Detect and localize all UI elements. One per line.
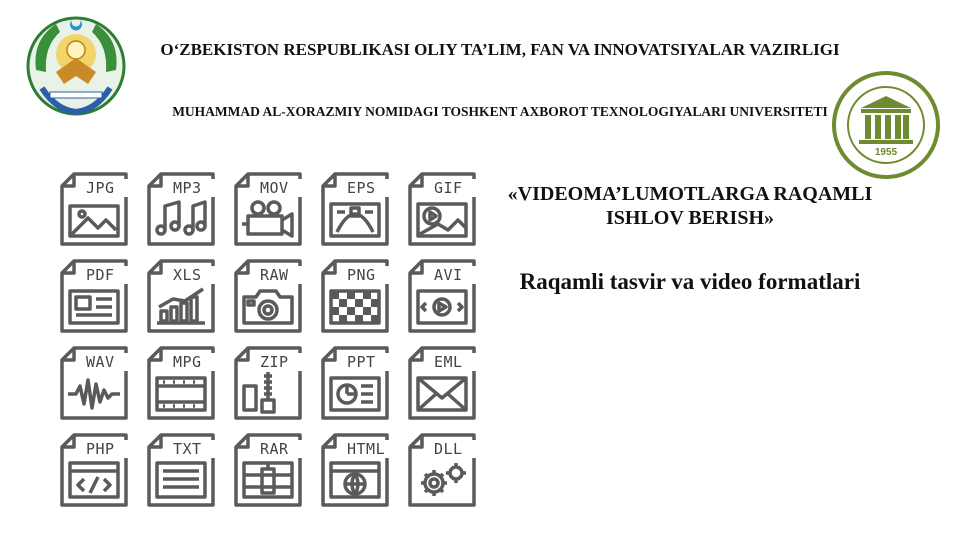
file-extension-label: GIF — [432, 179, 482, 197]
state-emblem-icon — [22, 10, 130, 118]
eps-file-icon — [317, 170, 404, 257]
avi-file-icon — [404, 257, 491, 344]
file-extension-label: TXT — [171, 440, 221, 458]
ppt-file-icon — [317, 344, 404, 431]
file-extension-label: HTML — [345, 440, 395, 458]
file-extension-label: XLS — [171, 266, 221, 284]
xls-file-icon — [143, 257, 230, 344]
txt-file-icon — [143, 431, 230, 518]
eml-file-icon — [404, 344, 491, 431]
file-format-icon-grid — [56, 170, 491, 518]
png-file-icon — [317, 257, 404, 344]
file-extension-label: DLL — [432, 440, 482, 458]
file-extension-label: MP3 — [171, 179, 221, 197]
gif-file-icon — [404, 170, 491, 257]
file-extension-label: RAW — [258, 266, 308, 284]
ministry-name: O‘ZBEKISTON RESPUBLIKASI OLIY TA’LIM, FAN VA INNOVATSIYALAR VAZIRLIGI — [160, 40, 840, 59]
php-file-icon — [56, 431, 143, 518]
file-extension-label: RAR — [258, 440, 308, 458]
jpg-file-icon — [56, 170, 143, 257]
mpg-file-icon — [143, 344, 230, 431]
mp3-file-icon — [143, 170, 230, 257]
file-extension-label: JPG — [84, 179, 134, 197]
course-title: «VIDEOMA’LUMOTLARGA RAQAMLI ISHLOV BERISH» — [507, 183, 873, 229]
zip-file-icon — [230, 344, 317, 431]
raw-file-icon — [230, 257, 317, 344]
topic-title: Raqamli tasvir va video formatlari — [519, 269, 861, 294]
university-name: MUHAMMAD AL-XORAZMIY NOMIDAGI TOSHKENT AXBOROT TEXNOLOGIYALARI UNIVERSITETI — [172, 104, 828, 119]
wav-file-icon — [56, 344, 143, 431]
file-extension-label: PPT — [345, 353, 395, 371]
html-file-icon — [317, 431, 404, 518]
file-extension-label: WAV — [84, 353, 134, 371]
dll-file-icon — [404, 431, 491, 518]
file-extension-label: PNG — [345, 266, 395, 284]
file-extension-label: EPS — [345, 179, 395, 197]
file-extension-label: EML — [432, 353, 482, 371]
file-extension-label: ZIP — [258, 353, 308, 371]
file-extension-label: AVI — [432, 266, 482, 284]
file-extension-label: PHP — [84, 440, 134, 458]
rar-file-icon — [230, 431, 317, 518]
mov-file-icon — [230, 170, 317, 257]
file-extension-label: MPG — [171, 353, 221, 371]
university-logo-icon — [831, 70, 941, 180]
pdf-file-icon — [56, 257, 143, 344]
file-extension-label: PDF — [84, 266, 134, 284]
logo-year: 1955 — [874, 147, 898, 158]
file-extension-label: MOV — [258, 179, 308, 197]
